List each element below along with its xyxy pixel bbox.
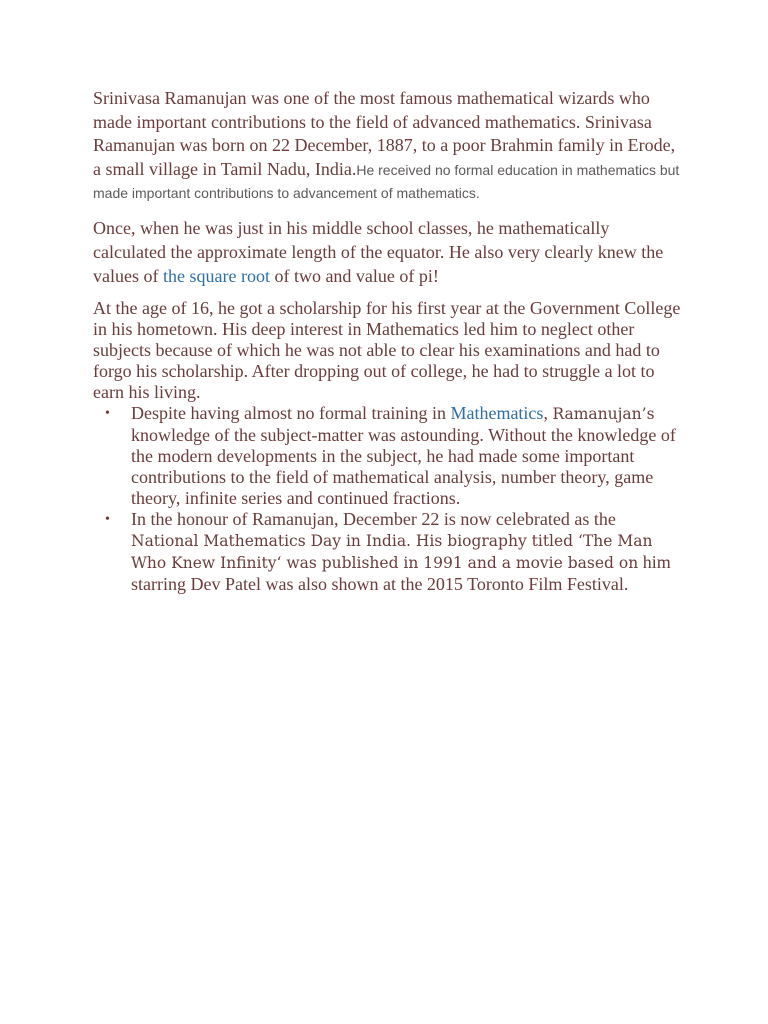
bullet-1-alt-text: Ramanujan’s — [552, 404, 655, 423]
square-root-link[interactable]: the square root — [162, 265, 270, 286]
paragraph-intro — [93, 87, 683, 205]
bullet-2-text: In the honour of Ramanujan, December 22 is now celebrated as the — [131, 508, 616, 529]
paragraph-scholarship — [93, 298, 683, 403]
mathematics-link[interactable]: Mathematics — [450, 402, 544, 423]
document-page — [93, 87, 683, 595]
bullet-icon: • — [105, 511, 110, 527]
bullet-1-rest: knowledge of the subject-matter was astounding. Without the knowledge of the modern developments in the subject, he had made some important contributions to the field of mathematical analysis, number theory, game theory, infinite series and continued fractions. — [131, 424, 676, 508]
paragraph-equator — [93, 216, 683, 288]
intro-small-text: He received no formal education in mathematics but made important contributions to advancement of mathematics. — [93, 161, 680, 201]
bullet-2-alt-text: National Mathematics Day in India. His biography titled ‘The Man Who Knew Infinity‘ was published in 1991 and a movie based on — [131, 531, 653, 572]
bullet-icon: • — [105, 405, 110, 421]
intro-text: Srinivasa Ramanujan was one of the most famous mathematical wizards who made important contributions to the field of advanced mathematics. Srinivasa Ramanujan was born on 22 December, 1887, to a poor Brahmin family in Erode, a small village in Tamil Nadu, India. — [93, 88, 676, 179]
bullet-list — [93, 403, 683, 595]
list-item — [93, 509, 683, 595]
bullet-2-rest: him starring Dev Patel was also shown at the 2015 Toronto Film Festival. — [131, 551, 671, 594]
scholarship-text: At the age of 16, he got a scholarship for his first year at the Government College in his hometown. His deep interest in Mathematics led him to neglect other subjects because of which he was not able to clear his examinations and had to forgo his scholarship. After dropping out of college, he had to struggle a lot to earn his living. — [93, 297, 681, 402]
equator-text: Once, when he was just in his middle school classes, he mathematically calculated the approximate length of the equator. He also very clearly knew the values of — [93, 217, 664, 286]
list-item — [93, 403, 683, 509]
bullet-1-text: Despite having almost no formal training in — [131, 402, 451, 423]
equator-text-end: of two and value of pi! — [269, 265, 439, 286]
bullet-1-comma: , — [543, 402, 553, 423]
